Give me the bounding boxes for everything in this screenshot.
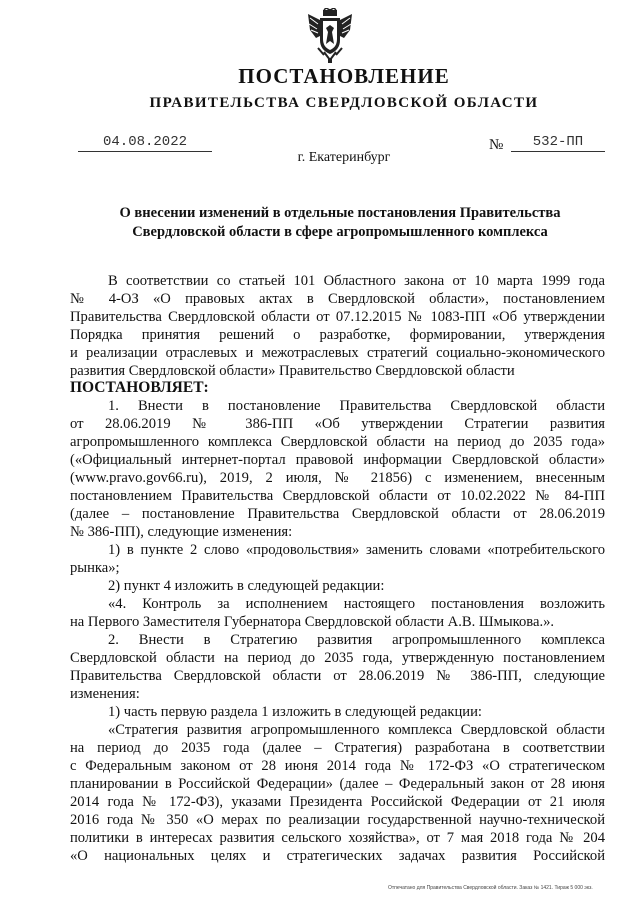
body-line: № 386-ПП), следующие изменения:	[70, 524, 293, 540]
document-city: г. Екатеринбург	[297, 150, 391, 165]
body-line: рынка»;	[70, 560, 120, 576]
body-line: (далее – постановление Правительства Свердловской области от 28.06.2019	[70, 506, 605, 522]
heading-line: Свердловской области в сфере агропромышленного комплекса	[132, 224, 548, 240]
body-line: на Первого Заместителя Губернатора Свердловской области А.В. Шмыкова.».	[70, 614, 555, 630]
body-line: «О национальных целях и стратегических задачах развития Российской	[70, 848, 605, 864]
document-number: 532-ПП	[511, 134, 605, 152]
body-line: 2014 года № 172-ФЗ), указами Президента Российской Федерации от 21 июля	[70, 794, 605, 810]
body-line: политики в интересах развития сельского хозяйства», от 7 мая 2018 года № 204	[70, 830, 605, 846]
body-line: «Стратегия развития агропромышленного комплекса Свердловской области	[108, 722, 605, 738]
body-line: 2) пункт 4 изложить в следующей редакции:	[108, 578, 385, 594]
body-line: «4. Контроль за исполнением настоящего постановления возложить	[108, 596, 605, 612]
body-line: Свердловской области на период до 2035 года, утвержденную постановлением	[70, 650, 605, 666]
body-line: на период до 2035 года (далее – Стратегия) разработана в соответствии	[70, 740, 605, 756]
body-line: («Официальный интернет-портал правовой информации Свердловской области»	[70, 452, 605, 468]
document-subtitle: ПРАВИТЕЛЬСТВА СВЕРДЛОВСКОЙ ОБЛАСТИ	[149, 95, 539, 111]
body-line: 1) в пункте 2 слово «продовольствия» заменить словами «потребительского	[108, 542, 605, 558]
resolution-keyword: ПОСТАНОВЛЯЕТ:	[70, 379, 209, 396]
number-sign: №	[489, 137, 504, 153]
body-line: В соответствии со статьей 101 Областного закона от 10 марта 1999 года	[108, 273, 605, 289]
body-line: и реализации отраслевых и межотраслевых стратегий социально-экономического	[70, 345, 605, 361]
body-line: Правительства Свердловской области от 07.12.2015 № 1083-ПП «Об утверждении	[70, 309, 605, 325]
document-date: 04.08.2022	[78, 134, 212, 152]
body-line: 2016 года № 350 «О мерах по реализации государственной научно-технической	[70, 812, 605, 828]
body-line: 1. Внести в постановление Правительства Свердловской области	[108, 398, 605, 414]
document-heading	[90, 204, 590, 242]
body-line: изменения:	[70, 686, 140, 702]
body-line: постановлением Правительства Свердловской области от 10.02.2022 № 84-ПП	[70, 488, 605, 504]
print-footer: Отпечатано для Правительства Свердловской области. Заказ № 1421. Тираж 5 000 экз.	[388, 885, 593, 891]
body-line: с Федеральным законом от 28 июня 2014 года № 172-ФЗ «О стратегическом	[70, 758, 605, 774]
body-line: Правительства Свердловской области от 28.06.2019 № 386-ПП, следующие	[70, 668, 605, 684]
coat-of-arms-icon	[306, 8, 354, 64]
document-title: ПОСТАНОВЛЕНИЕ	[238, 64, 450, 88]
body-line: развития Свердловской области» Правительство Свердловской области	[70, 363, 515, 379]
body-line: агропромышленного комплекса Свердловской области на период до 2035 года»	[70, 434, 605, 450]
body-line: 2. Внести в Стратегию развития агропромышленного комплекса	[108, 632, 605, 648]
body-line: Порядка принятия решений о разработке, формировании, утверждения	[70, 327, 605, 343]
body-line: 1) часть первую раздела 1 изложить в следующей редакции:	[108, 704, 482, 720]
body-line: от 28.06.2019 № 386-ПП «Об утверждении Стратегии развития	[70, 416, 605, 432]
body-line: планировании в Российской Федерации» (далее – Федеральный закон от 28 июня	[70, 776, 605, 792]
body-line: (www.pravo.gov66.ru), 2019, 2 июля, № 21856) с изменением, внесенным	[70, 470, 605, 486]
body-line: № 4-ОЗ «О правовых актах в Свердловской области», постановлением	[70, 291, 605, 307]
heading-line: О внесении изменений в отдельные постановления Правительства	[119, 205, 561, 221]
